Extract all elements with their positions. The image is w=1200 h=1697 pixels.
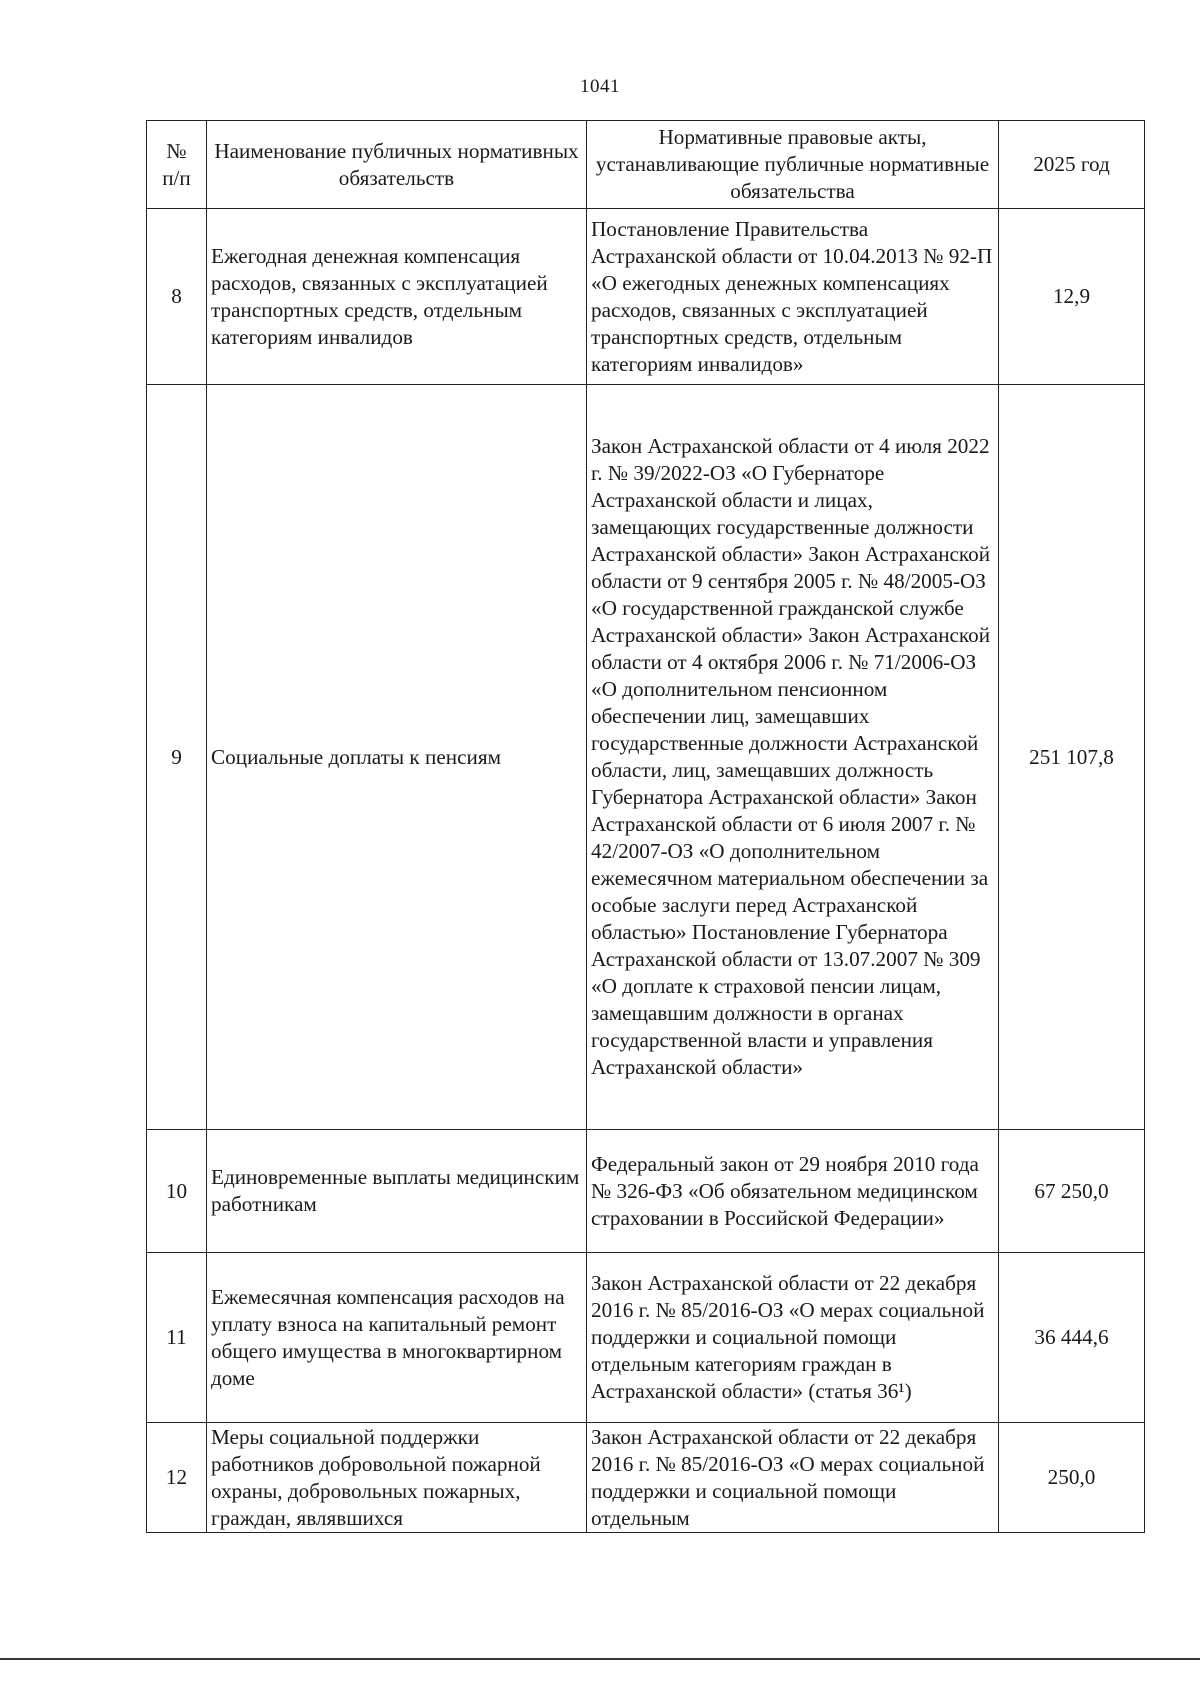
row-name: Ежемесячная компенсация расходов на уплату взноса на капитальный ремонт общего имущества в многоквартирном доме <box>207 1253 587 1423</box>
header-year: 2025 год <box>999 121 1145 209</box>
row-name: Ежегодная денежная компенсация расходов, связанных с эксплуатацией транспортных средств, отдельным категориям инвалидов <box>207 209 587 385</box>
table-row <box>147 385 1145 1130</box>
row-acts: Закон Астраханской области от 22 декабря 2016 г. № 85/2016-ОЗ «О мерах социальной поддержки и социальной помощи отдельным категориям граждан в Астраханской области» (статья 36¹) <box>587 1253 999 1423</box>
header-name: Наименование публичных нормативных обязательств <box>207 121 587 209</box>
row-acts: Закон Астраханской области от 22 декабря 2016 г. № 85/2016-ОЗ «О мерах социальной поддержки и социальной помощи отдельным <box>587 1423 999 1533</box>
header-num: № п/п <box>147 121 207 209</box>
row-num: 12 <box>147 1423 207 1533</box>
header-acts: Нормативные правовые акты, устанавливающие публичные нормативные обязательства <box>587 121 999 209</box>
table-row <box>147 1253 1145 1423</box>
table-row <box>147 1130 1145 1253</box>
row-acts: Федеральный закон от 29 ноября 2010 года № 326-ФЗ «Об обязательном медицинском страховании в Российской Федерации» <box>587 1130 999 1253</box>
row-name: Меры социальной поддержки работников добровольной пожарной охраны, добровольных пожарных, граждан, являвшихся <box>207 1423 587 1533</box>
row-amount: 67 250,0 <box>999 1130 1145 1253</box>
table-row <box>147 1423 1145 1533</box>
row-acts: Закон Астраханской области от 4 июля 2022 г. № 39/2022-ОЗ «О Губернаторе Астраханской области и лицах, замещающих государственные должности Астраханской области» Закон Астраханской области от 9 сентября 2005 г. № 48/2005-ОЗ «О государственной гражданской службе Астраханской области» Закон Астраханской области от 4 октября 2006 г. № 71/2006-ОЗ «О дополнительном пенсионном обеспечении лиц, замещавших государственные должности Астраханской области, лиц, замещавших должность Губернатора Астраханской области» Закон Астраханской области от 6 июля 2007 г. № 42/2007-ОЗ «О дополнительном ежемесячном материальном обеспечении за особые заслуги перед Астраханской областью» Постановление Губернатора Астраханской области от 13.07.2007 № 309 «О доплате к страховой пенсии лицам, замещавшим должности в органах государственной власти и управления Астраханской области» <box>587 385 999 1130</box>
row-num: 8 <box>147 209 207 385</box>
obligations-table <box>146 120 1145 1533</box>
table-header-row <box>147 121 1145 209</box>
row-amount: 12,9 <box>999 209 1145 385</box>
table-row <box>147 209 1145 385</box>
row-amount: 36 444,6 <box>999 1253 1145 1423</box>
row-amount: 250,0 <box>999 1423 1145 1533</box>
bottom-rule <box>0 1658 1200 1660</box>
row-name: Социальные доплаты к пенсиям <box>207 385 587 1130</box>
row-name: Единовременные выплаты медицинским работникам <box>207 1130 587 1253</box>
row-acts: Постановление Правительства Астраханской области от 10.04.2013 № 92-П «О ежегодных денежных компенсациях расходов, связанных с эксплуатацией транспортных средств, отдельным категориям инвалидов» <box>587 209 999 385</box>
row-amount: 251 107,8 <box>999 385 1145 1130</box>
row-num: 10 <box>147 1130 207 1253</box>
row-num: 11 <box>147 1253 207 1423</box>
row-num: 9 <box>147 385 207 1130</box>
page-number: 1041 <box>580 76 620 97</box>
